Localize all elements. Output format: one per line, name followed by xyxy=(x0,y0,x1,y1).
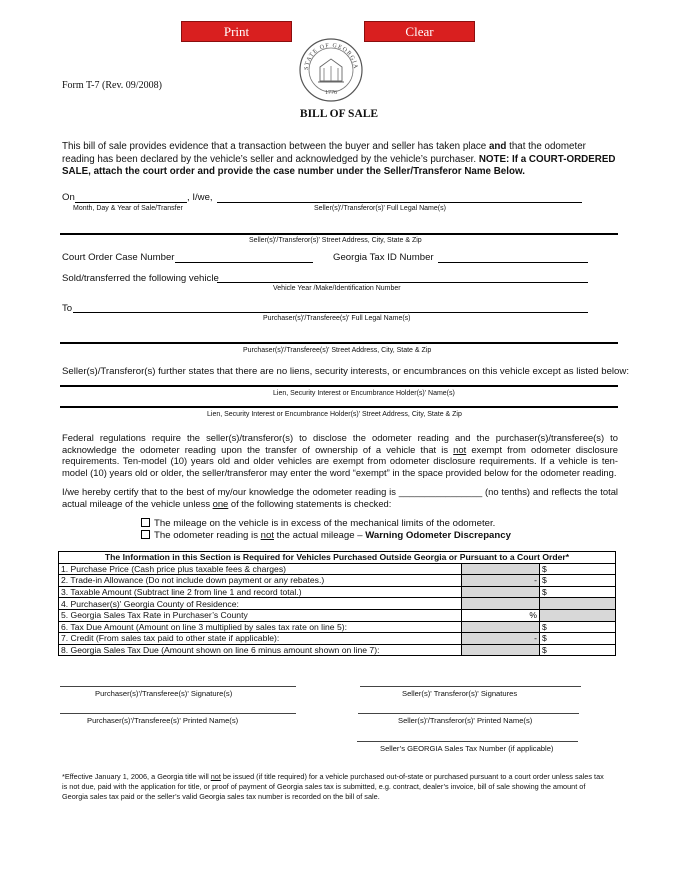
federal-paragraph: Federal regulations require the seller(s)/transferor(s) to disclose the odometer reading and the purchaser(s)/transferee(s) to acknowledge the odometer reading upon the transfer of ownership of a vehicle that is not exempt from odometer disclosure requirements. Ten-model (10) years old and older vehicles are exempt from odometer disclosure requirements. If a vehicle is ten-model (10) years old or older, the seller/transferor may enter the word “exempt” in the space provided below for the odometer reading. xyxy=(62,432,618,478)
purchaser-printed-name-caption: Purchaser(s)'/Transferee(s)' Printed Name(s) xyxy=(87,716,239,725)
table-row: 5. Georgia Sales Tax Rate in Purchaser’s County % xyxy=(59,609,616,621)
vehicle-caption: Vehicle Year /Make/Identification Number xyxy=(273,285,401,292)
seller-printed-name-field[interactable] xyxy=(358,713,579,714)
sales-tax-table-header: The Information in this Section is Required for Vehicles Purchased Outside Georgia or Pursuant to a Court Order* xyxy=(59,552,616,564)
seller-signature-field[interactable] xyxy=(360,686,581,687)
sale-date-field[interactable] xyxy=(75,202,187,203)
seller-name-caption: Seller(s)'/Transferor(s)' Full Legal Name(s) xyxy=(314,205,446,212)
mileage-excess-checkbox[interactable] xyxy=(141,518,150,527)
odometer-discrepancy-row: The odometer reading is not the actual mileage – Warning Odometer Discrepancy xyxy=(141,530,511,541)
purchaser-name-caption: Purchaser(s)'/Transferee(s)' Full Legal Name(s) xyxy=(263,315,411,322)
on-label: On xyxy=(62,192,75,203)
tax-id-field[interactable] xyxy=(438,262,588,263)
seller-address-field[interactable] xyxy=(60,233,618,235)
table-row: 1. Purchase Price (Cash price plus taxable fees & charges) $ xyxy=(59,563,616,575)
table-row: 7. Credit (From sales tax paid to other state if applicable): - $ xyxy=(59,633,616,645)
lien-address-caption: Lien, Security Interest or Encumbrance Holder(s)' Street Address, City, State & Zip xyxy=(207,411,462,418)
purchaser-printed-name-field[interactable] xyxy=(60,713,296,714)
lien-name-caption: Lien, Security Interest or Encumbrance Holder(s)' Name(s) xyxy=(273,390,455,397)
footnote: *Effective January 1, 2006, a Georgia title will not be issued (if title required) for a vehicle purchased out-of-state or purchased pursuant to a court order unless sales tax is not due, paid with the application for title, or proof of payment of Georgia sales tax is submitted, e.g. contract, dealer’s invoice, bill of sale showing the amount of Georgia sales tax paid or the seller’s valid Georgia sales tax number is recorded on the bill of sale. xyxy=(62,772,604,801)
seller-name-field[interactable] xyxy=(217,202,582,203)
table-row: 2. Trade-in Allowance (Do not include down payment or any rebates.) - $ xyxy=(59,575,616,587)
table-row: 8. Georgia Sales Tax Due (Amount shown on line 6 minus amount shown on line 7): $ xyxy=(59,644,616,656)
liens-statement: Seller(s)/Transferor(s) further states that there are no liens, security interests, or encumbrances on this vehicle except as listed below: xyxy=(62,366,629,377)
to-label: To xyxy=(62,303,73,314)
sales-tax-table xyxy=(58,551,616,656)
odometer-discrepancy-checkbox[interactable] xyxy=(141,530,150,539)
table-row: 6. Tax Due Amount (Amount on line 3 multiplied by sales tax rate on line 5): $ xyxy=(59,621,616,633)
sale-date-caption: Month, Day & Year of Sale/Transfer xyxy=(73,205,183,212)
seller-signature-caption: Seller(s)' Transferor(s)' Signatures xyxy=(402,689,518,698)
lien-name-field[interactable] xyxy=(60,385,618,387)
seller-address-caption: Seller(s)'/Transferor(s)' Street Address, City, State & Zip xyxy=(249,237,422,244)
purchaser-name-field[interactable] xyxy=(73,312,588,313)
vehicle-field[interactable] xyxy=(217,282,588,283)
purchaser-signature-caption: Purchaser(s)'/Transferee(s)' Signature(s) xyxy=(95,689,233,698)
seller-tax-number-caption: Seller’s GEORGIA Sales Tax Number (if applicable) xyxy=(380,744,554,753)
page-title: BILL OF SALE xyxy=(299,108,379,120)
lien-address-field[interactable] xyxy=(60,406,618,408)
table-row: 3. Taxable Amount (Subtract line 2 from line 1 and record total.) $ xyxy=(59,586,616,598)
certify-paragraph: I/we hereby certify that to the best of my/our knowledge the odometer reading is ________________ (no tenths) and reflects the total actual mileage of the vehicle unless one of the following statements is checked: xyxy=(62,486,618,509)
court-case-label: Court Order Case Number xyxy=(62,252,175,263)
seller-printed-name-caption: Seller(s)'/Transferor(s)' Printed Name(s) xyxy=(398,716,533,725)
table-row: 4. Purchaser(s)' Georgia County of Residence: xyxy=(59,598,616,610)
seller-tax-number-field[interactable] xyxy=(357,741,578,742)
print-button[interactable]: Print xyxy=(181,21,292,42)
form-id: Form T-7 (Rev. 09/2008) xyxy=(62,80,162,91)
seal-top-text: STATE OF GEORGIA xyxy=(303,42,359,71)
sold-label: Sold/transferred the following vehicle xyxy=(62,273,219,284)
odometer-field[interactable]: ________________ xyxy=(398,486,483,497)
intro-paragraph: This bill of sale provides evidence that a transaction between the buyer and seller has taken place and that the odometer reading has been declared by the vehicle’s seller and acknowledged by the vehicle’s purchaser. NOTE: If a COURT-ORDERED SALE, attach the court order and provide the case number under the Seller/Transferor Name Below. xyxy=(62,141,616,178)
purchaser-address-caption: Purchaser(s)'/Transferee(s)' Street Address, City, State & Zip xyxy=(243,347,432,354)
purchaser-signature-field[interactable] xyxy=(60,686,296,687)
tax-id-label: Georgia Tax ID Number xyxy=(333,252,434,263)
court-case-field[interactable] xyxy=(175,262,313,263)
clear-button[interactable]: Clear xyxy=(364,21,475,42)
seal-year: 1776 xyxy=(325,90,337,96)
purchaser-address-field[interactable] xyxy=(60,342,618,344)
mileage-excess-row: The mileage on the vehicle is in excess of the mechanical limits of the odometer. xyxy=(141,518,495,529)
georgia-seal-icon xyxy=(298,37,364,103)
iwe-label: , I/we, xyxy=(187,192,213,203)
